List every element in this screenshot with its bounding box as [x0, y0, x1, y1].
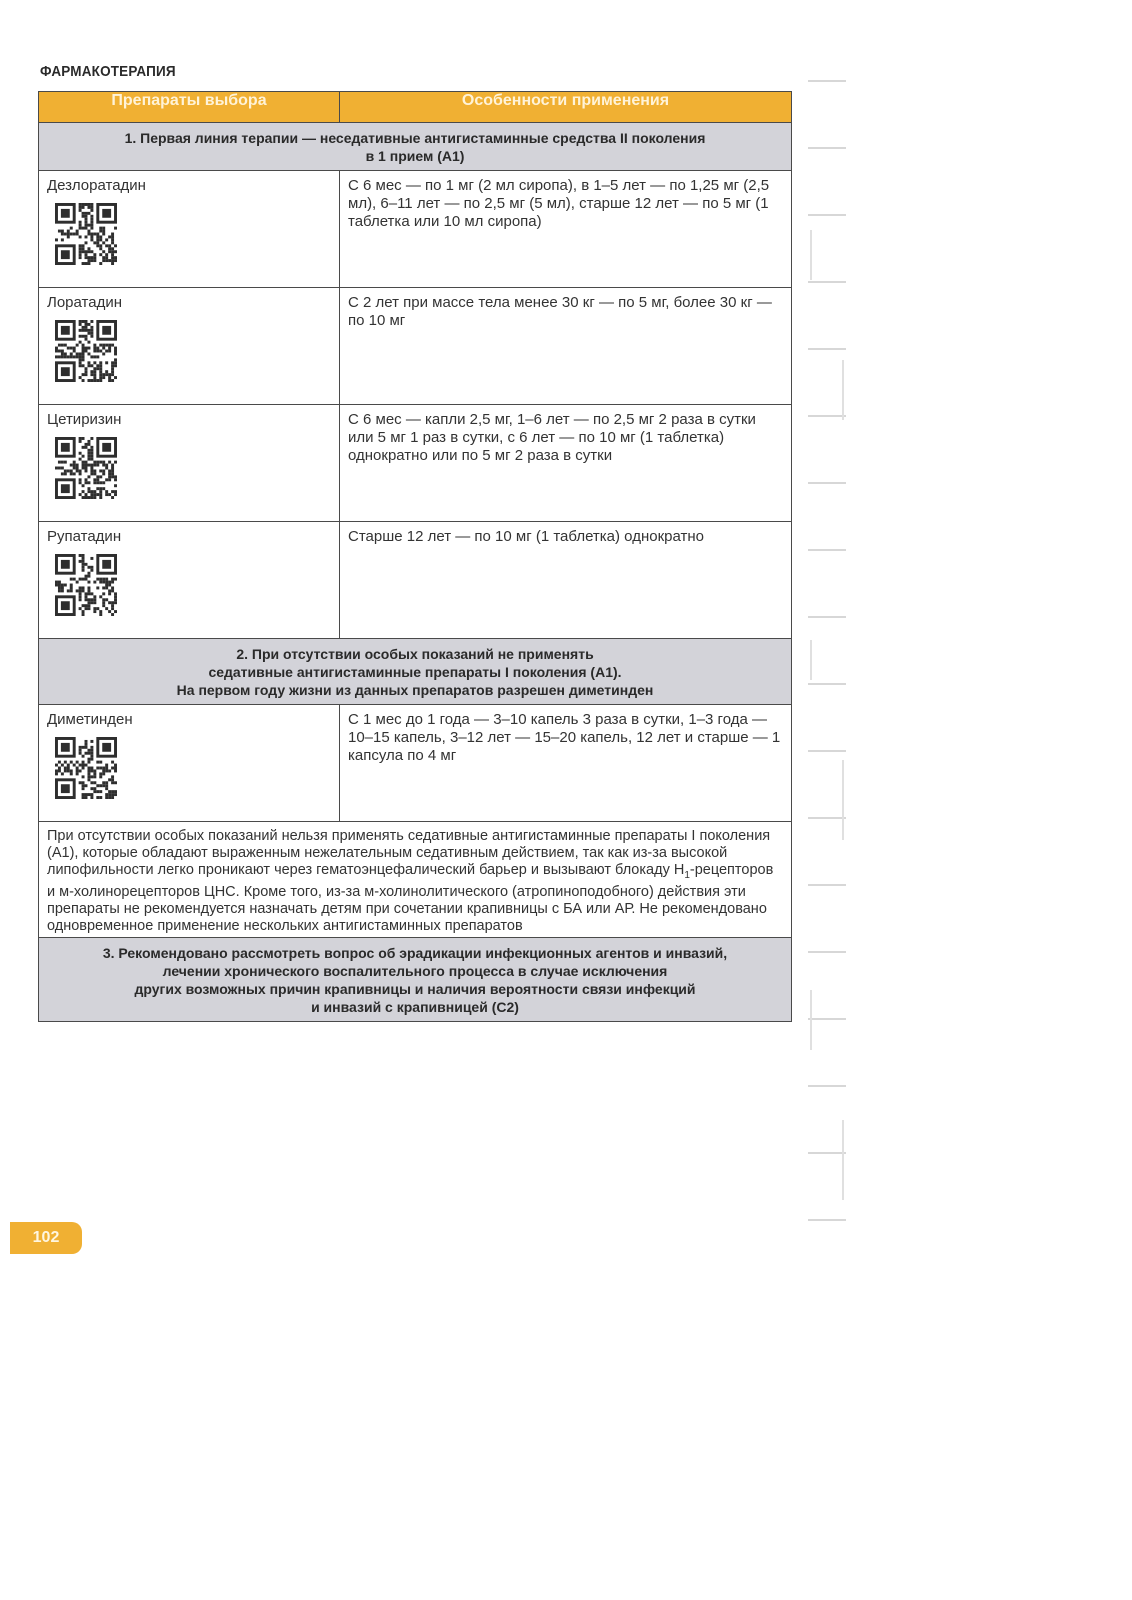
band-row-second-point — [39, 639, 792, 705]
note-text — [39, 822, 791, 937]
dose-cell — [340, 171, 792, 288]
drug-cell — [39, 522, 340, 639]
margin-ruler-tick — [842, 760, 844, 840]
drug-cell — [39, 288, 340, 405]
margin-ruler-mark — [808, 147, 846, 149]
margin-ruler-tick — [810, 230, 812, 280]
qr-code-icon — [55, 203, 117, 265]
dose-cell — [340, 522, 792, 639]
band-text-line: 3. Рекомендовано рассмотреть вопрос об эрадикации инфекционных агентов и инвазий, — [102, 944, 728, 961]
pharmacotherapy-table — [38, 91, 792, 1022]
band-first-line — [39, 123, 792, 171]
dose-text: С 1 мес до 1 года — 3–10 капель 3 раза в сутки, 1–3 года — 10–15 капель, 3–12 лет — 15–20 капель, 12 лет и старше — 1 капсула по 4 мг — [348, 711, 781, 764]
margin-ruler-mark — [808, 1152, 846, 1154]
drug-cell — [39, 405, 340, 522]
qr-code-icon — [55, 437, 117, 499]
band-text-line: других возможных причин крапивницы и наличия вероятности связи инфекций — [134, 980, 696, 997]
margin-ruler-tick — [810, 640, 812, 680]
drug-name: Рупатадин — [47, 528, 122, 545]
band-text-line: седативные антигистаминные препараты I поколения (А1). — [208, 664, 622, 680]
margin-ruler-mark — [808, 415, 846, 417]
table-row — [39, 705, 792, 822]
table-row — [39, 288, 792, 405]
band-second-point — [39, 639, 792, 705]
qr-code-icon — [55, 554, 117, 616]
margin-ruler-mark — [808, 1085, 846, 1087]
band-text-line: лечении хронического воспалительного процесса в случае исключения — [162, 962, 668, 979]
margin-ruler-mark — [808, 817, 846, 819]
margin-ruler-mark — [808, 549, 846, 551]
margin-ruler-mark — [808, 1018, 846, 1020]
note-row — [39, 822, 792, 938]
drug-cell — [39, 171, 340, 288]
margin-ruler-mark — [808, 750, 846, 752]
margin-ruler-tick — [842, 360, 844, 420]
band-row-first-line — [39, 123, 792, 171]
column-header-drugs: Препараты выбора — [39, 92, 340, 123]
table-row — [39, 171, 792, 288]
margin-ruler-mark — [808, 616, 846, 618]
qr-code-icon — [55, 737, 117, 799]
dose-text: Старше 12 лет — по 10 мг (1 таблетка) однократно — [348, 528, 704, 545]
margin-ruler-mark — [808, 348, 846, 350]
note-text-part: -рецепторов и м-холинорецепторов ЦНС. Кроме того, из-за м-холинолитического (атропиноподобного) действия эти препараты не рекомендуется назначать детям при сочетании крапивницы с БА или АР. Не рекомендовано одновременное применение нескольких антигистаминных препаратов — [47, 862, 774, 934]
margin-ruler-mark — [808, 214, 846, 216]
page-number-badge: 102 — [10, 1222, 82, 1254]
drug-cell — [39, 705, 340, 822]
dose-text: С 6 мес — капли 2,5 мг, 1–6 лет — по 2,5 мг 2 раза в сутки или 5 мг 1 раз в сутки, с 6 лет — по 10 мг (1 таблетка) однократно или по 5 мг 2 раза в сутки — [348, 411, 756, 464]
note-text-part: При отсутствии особых показаний нельзя применять седативные антигистаминные препараты I поколения (А1), которые обладают выраженным нежелательным седативным действием, так как из-за высокой липофильности легко проникают через гематоэнцефалический барьер и вызывают блокаду H — [47, 828, 771, 878]
table-header-row — [39, 92, 792, 123]
note-cell — [39, 822, 792, 938]
drug-name: Лоратадин — [47, 294, 122, 311]
margin-ruler-mark — [808, 951, 846, 953]
band-text-line: На первом году жизни из данных препаратов разрешен диметинден — [176, 682, 654, 698]
dose-text: С 6 мес — по 1 мг (2 мл сиропа), в 1–5 лет — по 1,25 мг (2,5 мл), 6–11 лет — по 2,5 мг (5 мл), старше 12 лет — по 5 мг (1 таблетка или 10 мл сиропа) — [348, 177, 770, 230]
table-row — [39, 522, 792, 639]
drug-name: Цетиризин — [47, 411, 122, 428]
margin-ruler-mark — [808, 482, 846, 484]
drug-name: Дезлоратадин — [47, 177, 146, 194]
band-text-line: 1. Первая линия терапии — неседативные антигистаминные средства II поколения — [124, 130, 706, 146]
margin-ruler-mark — [808, 683, 846, 685]
dose-cell — [340, 705, 792, 822]
note-subscript: 1 — [684, 869, 690, 881]
dose-text: С 2 лет при массе тела менее 30 кг — по 5 мг, более 30 кг — по 10 мг — [348, 294, 772, 329]
dose-cell — [340, 405, 792, 522]
column-header-usage: Особенности применения — [340, 92, 792, 123]
margin-ruler-mark — [808, 281, 846, 283]
band-text-line: в 1 прием (А1) — [365, 148, 465, 164]
band-third-point — [39, 937, 792, 1021]
band-row-third-point — [39, 937, 792, 1021]
band-text-line: 2. При отсутствии особых показаний не применять — [236, 646, 594, 662]
margin-ruler-mark — [808, 80, 846, 82]
section-title: ФАРМАКОТЕРАПИЯ — [40, 63, 176, 80]
drug-name: Диметинден — [47, 711, 133, 728]
margin-ruler-mark — [808, 1219, 846, 1221]
band-text-line: и инвазий с крапивницей (С2) — [311, 998, 519, 1015]
margin-ruler-tick — [810, 990, 812, 1050]
dose-cell — [340, 288, 792, 405]
margin-ruler-mark — [808, 884, 846, 886]
table-row — [39, 405, 792, 522]
qr-code-icon — [55, 320, 117, 382]
margin-ruler-tick — [842, 1120, 844, 1200]
